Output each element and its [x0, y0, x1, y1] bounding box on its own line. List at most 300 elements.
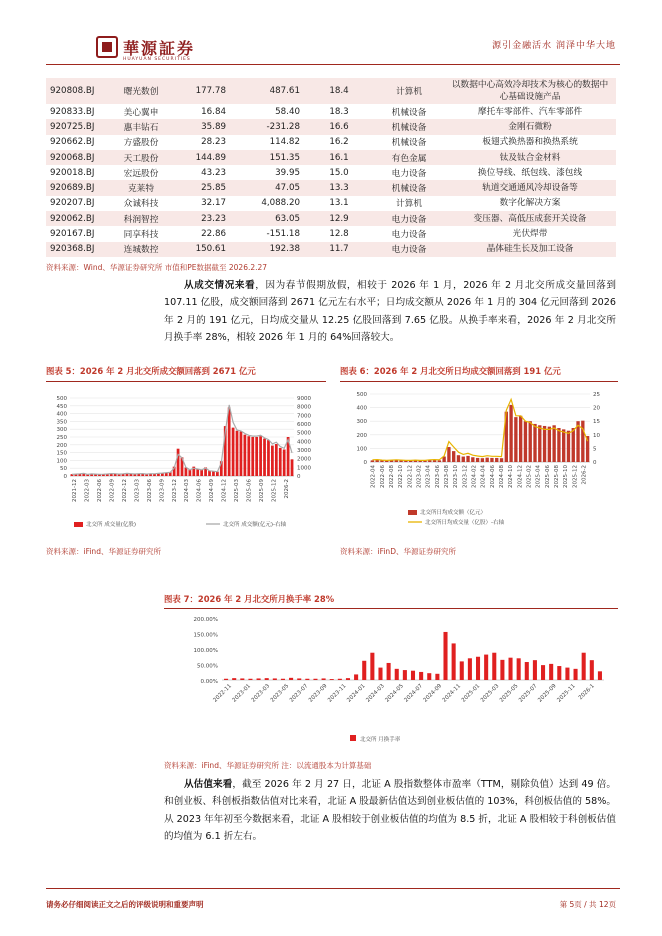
- y-tick-label: 0: [63, 474, 67, 480]
- y-tick-label: 400: [356, 405, 367, 412]
- x-tick-label: 2024-12: [221, 479, 228, 502]
- bar: [509, 405, 512, 462]
- bar: [228, 407, 231, 476]
- legend-bar-swatch: [408, 510, 417, 515]
- legend-line-label: 北交所日均成交量（亿股）-右轴: [425, 520, 504, 526]
- cell-stock-code: 920808.BJ: [46, 78, 108, 104]
- cell-industry: 电力设备: [391, 168, 427, 179]
- cell-ratio: 13.1: [329, 198, 349, 209]
- bar: [273, 678, 277, 680]
- chart5-title: 图表 5：2026 年 2 月北交所成交额回落到 2671 亿元: [46, 366, 256, 376]
- y2-tick-label: 0: [593, 460, 597, 466]
- x-tick-label: 2025-05: [498, 683, 520, 704]
- cell-industry: 计算机: [374, 78, 444, 104]
- cell-ratio: 16.2: [329, 137, 349, 148]
- chart6-title-line: [340, 381, 618, 382]
- y2-tick-label: 5000: [297, 430, 311, 437]
- bar: [543, 426, 546, 462]
- cell-stock-name: 科润智控: [108, 211, 174, 226]
- bar: [265, 678, 269, 680]
- bar: [509, 658, 513, 680]
- legend-bar-label: 北交所日均成交额（亿元）: [420, 510, 487, 516]
- y-tick-label: 150: [56, 450, 67, 457]
- bar: [403, 670, 407, 680]
- legend-bar-swatch: [74, 522, 83, 527]
- y-tick-label: 100: [56, 458, 67, 465]
- x-tick-label: 2025-12: [271, 479, 278, 502]
- bar: [574, 669, 578, 680]
- table-row: [46, 119, 616, 134]
- y2-tick-label: 6000: [297, 422, 311, 428]
- bar: [438, 460, 441, 462]
- x-tick-label: 2026-2: [283, 479, 290, 499]
- bar: [395, 669, 399, 680]
- x-tick-label: 2021-12: [72, 479, 79, 502]
- bar: [212, 471, 215, 476]
- y2-tick-label: 15: [593, 419, 600, 426]
- x-tick-label: 2022-06: [97, 479, 104, 502]
- table-source-note: 资料来源：Wind、华源证券研究所 市值和PE数据截至 2026.2.27: [46, 263, 268, 272]
- bar: [541, 665, 545, 680]
- bar: [462, 457, 465, 462]
- bar: [291, 459, 294, 476]
- bar: [581, 421, 584, 462]
- bar: [598, 671, 602, 680]
- paragraph-lead: 从估值来看: [184, 779, 233, 790]
- cell-stock-name: 同享科技: [123, 230, 159, 241]
- x-tick-label: 2024-06: [196, 479, 203, 502]
- bar: [548, 427, 551, 462]
- paragraph-trading: [164, 277, 616, 346]
- bar: [283, 449, 286, 476]
- x-tick-label: 2023-07: [288, 683, 310, 704]
- bar: [538, 425, 541, 462]
- cell-stock-name: 方盛股份: [123, 138, 159, 149]
- x-tick-label: 2025-09: [537, 683, 558, 704]
- bar: [490, 458, 493, 462]
- bar: [267, 440, 270, 476]
- y2-tick-label: 5: [593, 446, 597, 453]
- x-tick-label: 2023-09: [159, 479, 166, 502]
- x-tick-label: 2023-05: [269, 683, 291, 704]
- cell-ratio: 12.8: [329, 229, 349, 240]
- bar: [411, 671, 415, 680]
- table-row: [46, 211, 616, 226]
- bar: [492, 653, 496, 680]
- company-logo: [96, 34, 208, 68]
- x-tick-label: 2023-02: [416, 465, 423, 488]
- cell-market-cap: 144.89: [174, 150, 230, 165]
- x-tick-label: 2023-12: [171, 479, 178, 502]
- chart5-plot: [46, 386, 326, 536]
- chart7-title: 图表 7：2026 年 2 月北交所月换手率 28%: [164, 594, 335, 604]
- cell-ratio: 18.4: [304, 78, 374, 104]
- x-tick-label: 2025-02: [526, 465, 533, 488]
- cell-stock-code: 920725.BJ: [46, 119, 108, 134]
- bar: [271, 446, 274, 476]
- y2-tick-label: 7000: [297, 413, 311, 420]
- x-tick-label: 2022-09: [109, 479, 116, 502]
- footer-disclaimer: 请务必仔细阅读正文之后的评级说明和重要声明: [46, 900, 204, 909]
- cell-industry: 电力设备: [374, 242, 444, 257]
- x-tick-label: 2024-03: [365, 683, 386, 704]
- cell-stock-name: 天工股份: [108, 150, 174, 165]
- cell-main-business: 晶体硅生长及加工设备: [444, 242, 616, 257]
- bar: [590, 660, 594, 680]
- cell-stock-code: 920068.BJ: [46, 150, 108, 165]
- logo-mark-icon: [96, 36, 118, 58]
- chart5-title-line: [46, 381, 326, 382]
- bar: [263, 439, 266, 476]
- cell-market-cap: 16.84: [201, 106, 226, 117]
- y-tick-label: 300: [356, 419, 367, 426]
- bar: [557, 666, 561, 680]
- y-tick-label: 500: [356, 392, 367, 398]
- cell-stock-name: 连城数控: [108, 242, 174, 257]
- cell-stock-code: 920018.BJ: [50, 167, 95, 178]
- chart5-source: 资料来源：iFind、华源证券研究所: [46, 547, 161, 556]
- bar: [371, 460, 374, 462]
- y-tick-label: 100.00%: [193, 648, 218, 654]
- x-tick-label: 2025-10: [563, 465, 570, 488]
- chart6-plot: [340, 386, 620, 536]
- x-tick-label: 2024-12: [517, 465, 524, 488]
- bar: [177, 449, 180, 476]
- legend-bar-label: 北交所 成交量(亿股): [86, 522, 137, 528]
- y-tick-label: 50: [60, 466, 67, 473]
- bar: [247, 436, 250, 476]
- bar: [255, 437, 258, 476]
- bar: [200, 470, 203, 476]
- bar: [188, 470, 191, 476]
- y2-tick-label: 2000: [297, 456, 311, 463]
- bar: [476, 458, 479, 462]
- bar: [427, 673, 431, 680]
- cell-market-cap: 32.17: [201, 198, 226, 209]
- x-tick-label: 2024-11: [441, 683, 463, 704]
- bar: [460, 661, 464, 680]
- cell-market-cap: 43.23: [201, 167, 226, 178]
- bar: [452, 451, 455, 462]
- bar: [378, 668, 382, 680]
- x-tick-label: 2023-01: [231, 683, 253, 704]
- bar: [435, 674, 439, 680]
- cell-market-cap: 35.89: [174, 119, 230, 134]
- y2-tick-label: 0: [297, 474, 301, 480]
- bar: [481, 458, 484, 462]
- cell-pe-ttm: 58.40: [275, 106, 300, 117]
- bar: [244, 435, 247, 476]
- bar: [567, 431, 570, 462]
- x-tick-label: 2022-12: [407, 465, 414, 488]
- table-row: [46, 104, 616, 119]
- cell-pe-ttm: 487.61: [230, 78, 304, 104]
- bar: [468, 658, 472, 680]
- cell-pe-ttm: 4,088.20: [261, 198, 300, 209]
- bar: [297, 678, 301, 680]
- bar: [281, 679, 285, 680]
- cell-industry: 有色金属: [374, 150, 444, 165]
- bar: [529, 421, 532, 462]
- bar: [224, 679, 228, 680]
- y2-tick-label: 25: [593, 392, 600, 398]
- x-tick-label: 2022-11: [212, 683, 233, 704]
- bar: [484, 655, 488, 680]
- bar: [495, 458, 498, 462]
- x-tick-label: 2026-2: [581, 465, 588, 485]
- bar: [466, 456, 469, 462]
- table-row: [46, 226, 616, 241]
- cell-industry: 机械设备: [391, 107, 427, 118]
- bar: [232, 428, 235, 476]
- bar: [240, 432, 243, 476]
- y-tick-label: 0: [363, 460, 367, 466]
- y2-tick-label: 4000: [297, 439, 311, 446]
- cell-ratio: 13.3: [304, 180, 374, 195]
- cell-stock-name: 众诚科技: [123, 199, 159, 210]
- cell-stock-code: 920368.BJ: [46, 242, 108, 257]
- y-tick-label: 300: [56, 427, 67, 434]
- cell-pe-ttm: 63.05: [230, 211, 304, 226]
- x-tick-label: 2025-03: [479, 683, 501, 704]
- bar: [452, 643, 456, 680]
- bar: [525, 662, 529, 680]
- table-row: [46, 165, 616, 180]
- bar: [500, 458, 503, 462]
- y-tick-label: 350: [56, 419, 67, 426]
- x-tick-label: 2023-11: [327, 683, 348, 704]
- bar: [533, 660, 537, 680]
- cell-main-business: 数字化解决方案: [499, 198, 561, 209]
- y-tick-label: 200: [356, 432, 367, 439]
- cell-main-business: 钛及钛合金材料: [444, 150, 616, 165]
- x-tick-label: 2025-08: [553, 465, 560, 488]
- cell-ratio: 16.1: [304, 150, 374, 165]
- cell-industry: 机械设备: [374, 180, 444, 195]
- bar: [279, 448, 282, 476]
- chart6-source: 资料来源：iFinD、华源证券研究所: [340, 547, 456, 556]
- bar: [486, 458, 489, 462]
- paragraph-text: ，因为春节假期放假，相较于 2026 年 1 月，2026 年 2 月北交所成交量回落到 107.11 亿股，成交额回落到 2671 亿元左右水平；日均成交额从 2026 年 1 月的 304 亿元回落到 2026 年 2 月的 191 亿元，日均成交量从 12.25 亿股回落到 7.65 亿股。从换手率来看，2026 年 2 月北交所月换手率 28%，相较 2026 年 1 月的 64%回落较大。: [164, 280, 617, 343]
- cell-main-business: 板翅式换热器和换热系统: [482, 137, 578, 148]
- x-tick-label: 2023-10: [453, 465, 460, 488]
- cell-stock-name: 美心翼申: [123, 107, 159, 118]
- x-tick-label: 2024-09: [422, 683, 444, 704]
- cell-pe-ttm: 47.05: [230, 180, 304, 195]
- bar: [517, 658, 521, 680]
- x-tick-label: 2026-1: [577, 683, 596, 702]
- bar: [387, 663, 391, 680]
- bar: [240, 678, 244, 680]
- cell-pe-ttm: 192.38: [230, 242, 304, 257]
- bar: [519, 416, 522, 462]
- bar: [257, 678, 261, 680]
- paragraph-lead: 从成交情况来看: [184, 280, 256, 291]
- header-slogan: 源引金融活水 润泽中华大地: [492, 41, 616, 51]
- table-row: [46, 150, 616, 165]
- x-tick-label: 2024-08: [498, 465, 505, 488]
- bar: [259, 436, 262, 476]
- page-number: 第 5页 / 共 12页: [559, 900, 616, 909]
- x-tick-label: 2023-04: [425, 465, 432, 488]
- chart7-source: 资料来源：iFind、华源证券研究所 注：以流通股本为计算基础: [164, 761, 372, 770]
- bar: [196, 469, 199, 476]
- bar: [251, 437, 254, 476]
- y-tick-label: 250: [56, 435, 67, 441]
- cell-main-business: 轨道交通通风冷却设备等: [444, 180, 616, 195]
- bar: [370, 653, 374, 680]
- header-divider: [46, 64, 620, 65]
- x-tick-label: 2022-03: [84, 479, 91, 502]
- table-row: [46, 242, 616, 257]
- cell-market-cap: 22.86: [201, 229, 226, 240]
- x-tick-label: 2023-12: [462, 465, 469, 488]
- cell-main-business: 摩托车零部件、汽车零部件: [477, 106, 583, 117]
- cell-main-business: 光伏焊带: [512, 229, 548, 240]
- bar: [275, 444, 278, 476]
- cell-industry: 电力设备: [374, 211, 444, 226]
- y-tick-label: 0.00%: [200, 679, 218, 685]
- chart6-title: 图表 6：2026 年 2 月北交所日均成交额回落到 191 亿元: [340, 366, 561, 376]
- bar: [514, 417, 517, 462]
- cell-industry: 机械设备: [374, 119, 444, 134]
- x-tick-label: 2023-06: [434, 465, 441, 488]
- y-tick-label: 200.00%: [193, 617, 218, 623]
- cell-market-cap: 150.61: [174, 242, 230, 257]
- cell-market-cap: 23.23: [174, 211, 230, 226]
- cell-pe-ttm: 151.35: [230, 150, 304, 165]
- x-tick-label: 2023-06: [146, 479, 153, 502]
- cell-stock-code: 920689.BJ: [46, 180, 108, 195]
- bar: [562, 429, 565, 462]
- x-tick-label: 2024-01: [346, 683, 367, 704]
- cell-pe-ttm: 39.95: [275, 167, 300, 178]
- table-row: [46, 180, 616, 195]
- stock-table: [46, 78, 616, 257]
- y2-tick-label: 3000: [297, 448, 311, 454]
- cell-stock-code: 920207.BJ: [50, 198, 95, 209]
- legend-bar-swatch: [350, 735, 356, 741]
- cell-stock-name: 惠丰钻石: [108, 119, 174, 134]
- x-tick-label: 2022-10: [398, 465, 405, 488]
- x-tick-label: 2024-04: [480, 465, 487, 488]
- bar: [313, 679, 317, 680]
- x-tick-label: 2025-09: [258, 479, 265, 502]
- x-tick-label: 2025-07: [518, 683, 539, 704]
- bar: [322, 678, 326, 680]
- y2-tick-label: 20: [593, 405, 600, 412]
- bar: [443, 632, 447, 680]
- x-tick-label: 2025-01: [460, 683, 482, 704]
- y-tick-label: 200: [56, 442, 67, 449]
- paragraph-valuation: [164, 776, 616, 845]
- cell-industry: 电力设备: [391, 230, 427, 241]
- table-row: [46, 135, 616, 150]
- x-tick-label: 2023-08: [443, 465, 450, 488]
- x-tick-label: 2025-12: [572, 465, 579, 488]
- x-tick-label: 2023-03: [134, 479, 141, 502]
- bar: [346, 678, 350, 680]
- x-tick-label: 2022-12: [122, 479, 128, 502]
- bar: [565, 668, 569, 680]
- cell-main-business: 换位导线、纸包线、漆包线: [477, 167, 583, 178]
- x-tick-label: 2025-06: [544, 465, 551, 488]
- bar: [362, 661, 366, 680]
- y2-tick-label: 8000: [297, 404, 311, 411]
- cell-stock-code: 920167.BJ: [50, 229, 95, 240]
- bar: [289, 678, 293, 680]
- cell-stock-code: 920833.BJ: [50, 106, 95, 117]
- y-tick-label: 100: [356, 446, 367, 453]
- x-tick-label: 2024-02: [471, 465, 478, 488]
- bar: [500, 660, 504, 680]
- bar: [419, 672, 423, 680]
- bar: [557, 428, 560, 462]
- cell-market-cap: 177.78: [174, 78, 230, 104]
- chart7-title-line: [164, 608, 618, 609]
- y-tick-label: 450: [56, 403, 67, 410]
- x-tick-label: 2022-04: [370, 465, 377, 488]
- bar: [330, 679, 334, 680]
- legend-line-label: 北交所 成交额(亿元)-右轴: [223, 522, 287, 528]
- table-row: [46, 78, 616, 104]
- bar: [338, 679, 342, 680]
- bar: [552, 425, 555, 462]
- cell-stock-code: 920662.BJ: [50, 137, 95, 148]
- x-tick-label: 2022-06: [379, 465, 386, 488]
- cell-ratio: 18.3: [329, 106, 349, 117]
- cell-pe-ttm: 114.82: [269, 137, 300, 148]
- y-tick-label: 400: [56, 411, 67, 418]
- x-tick-label: 2025-06: [246, 479, 253, 502]
- bar: [457, 455, 460, 462]
- footer-divider: [46, 888, 620, 889]
- cell-ratio: 16.6: [304, 119, 374, 134]
- x-tick-label: 2025-03: [234, 479, 240, 502]
- bar: [447, 447, 450, 462]
- cell-stock-code: 920062.BJ: [46, 211, 108, 226]
- y2-tick-label: 1000: [297, 465, 311, 472]
- x-tick-label: 2024-05: [384, 683, 405, 704]
- cell-pe-ttm: -151.18: [266, 229, 300, 240]
- paragraph-text: ，截至 2026 年 2 月 27 日，北证 A 股指数整体市盈率（TTM，剔除负值）达到 49 倍。和创业板、科创板指数估值对比来看，北证 A 股最新估值达到创业板估值的 103%，科创板估值的 58%。从 2023 年年初至今数据来看，北证 A 股相较于创业板估值的均值为 8.5 折，北证 A 股相较于科创板估值的均值为 6.1 折左右。: [164, 779, 616, 842]
- x-tick-label: 2024-07: [403, 683, 424, 704]
- cell-main-business: 变压器、高低压成套开关设备: [444, 211, 616, 226]
- bar: [582, 653, 586, 680]
- y-tick-label: 150.00%: [193, 632, 218, 639]
- bar: [433, 460, 436, 462]
- cell-main-business: 金刚石微粉: [444, 119, 616, 134]
- cell-main-business: 以数据中心高效冷却技术为核心的数据中心基础设施产品: [444, 78, 616, 104]
- x-tick-label: 2022-08: [388, 465, 395, 488]
- x-tick-label: 2023-09: [307, 683, 329, 704]
- bar: [305, 679, 309, 680]
- cell-stock-name: 曙光数创: [108, 78, 174, 104]
- cell-ratio: 11.7: [304, 242, 374, 257]
- chart7-plot: [164, 612, 618, 752]
- bar: [533, 424, 536, 462]
- x-tick-label: 2023-03: [250, 683, 272, 704]
- x-tick-label: 2024-06: [489, 465, 496, 488]
- logo-subtext: HUAYUAN SECURITIES: [123, 57, 191, 62]
- bar: [354, 674, 358, 680]
- cell-ratio: 15.0: [329, 167, 349, 178]
- y2-tick-label: 10: [593, 432, 600, 439]
- bar: [248, 679, 252, 680]
- legend-bar-label: 北交所 月换手率: [360, 737, 401, 743]
- x-tick-label: 2025-11: [556, 683, 577, 704]
- cell-market-cap: 25.85: [174, 180, 230, 195]
